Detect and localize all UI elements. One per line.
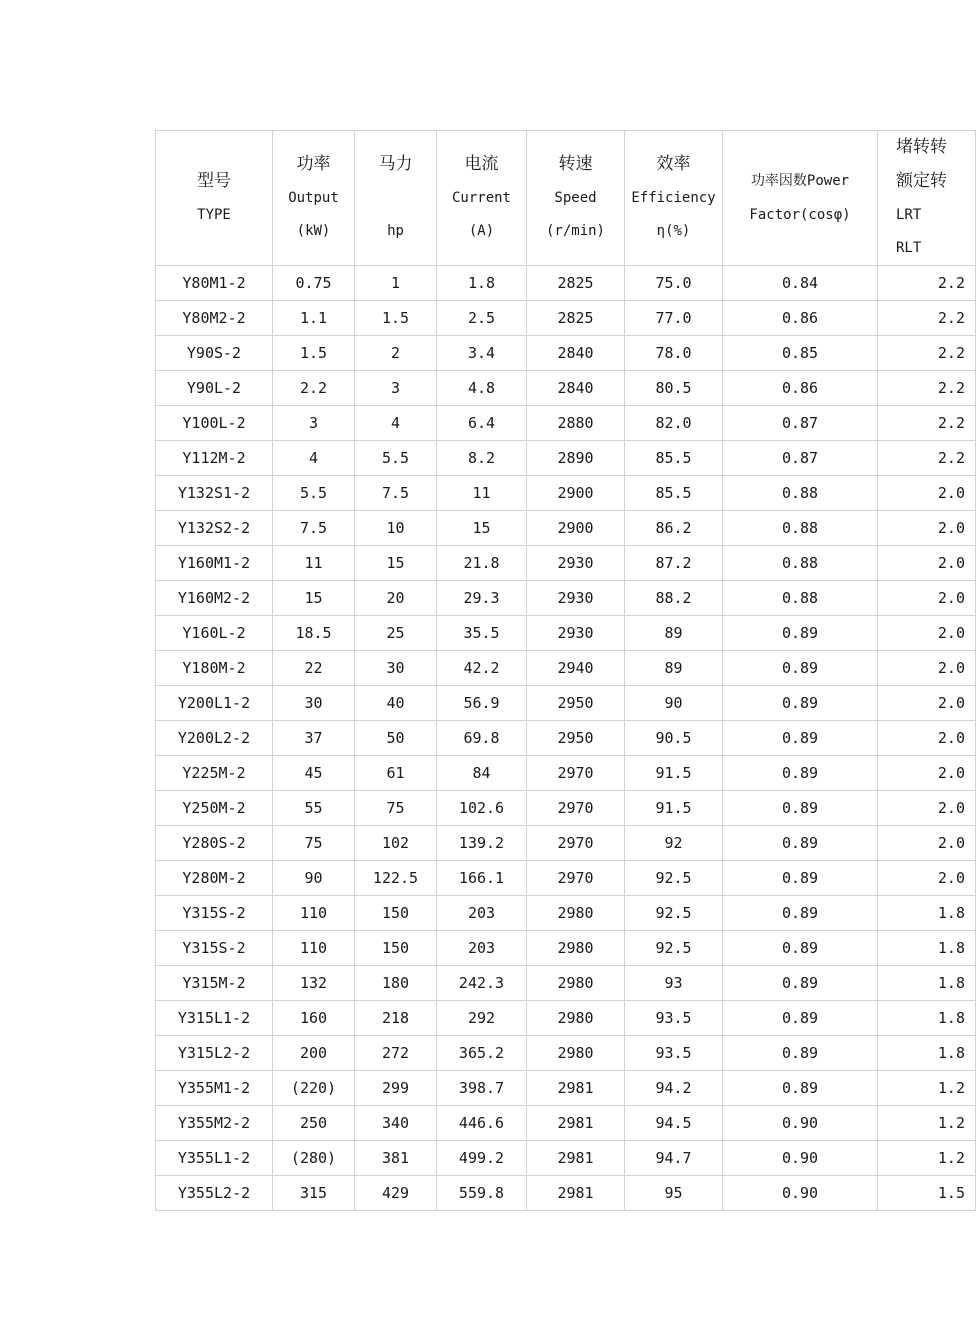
cell-speed: 2970 (527, 861, 625, 896)
header-lrt-line2: 额定转 (896, 171, 947, 191)
cell-lrt-rlt: 2.2 (878, 266, 976, 301)
cell-output: 37 (273, 721, 355, 756)
cell-type: Y225M-2 (156, 756, 273, 791)
table-row (156, 301, 976, 336)
cell-power-factor: 0.88 (723, 476, 878, 511)
cell-current: 499.2 (437, 1141, 527, 1176)
header-current-en: Current (451, 190, 511, 206)
cell-type: Y315S-2 (156, 896, 273, 931)
cell-lrt-rlt: 2.0 (878, 791, 976, 826)
cell-power-factor: 0.89 (723, 826, 878, 861)
cell-speed: 2980 (527, 966, 625, 1001)
cell-output: 3 (273, 406, 355, 441)
cell-lrt-rlt: 1.8 (878, 966, 976, 1001)
cell-output: 75 (273, 826, 355, 861)
cell-hp: 299 (355, 1071, 437, 1106)
cell-power-factor: 0.89 (723, 686, 878, 721)
cell-type: Y80M1-2 (156, 266, 273, 301)
header-row (156, 131, 976, 266)
cell-power-factor: 0.90 (723, 1106, 878, 1141)
cell-efficiency: 93.5 (625, 1001, 723, 1036)
cell-power-factor: 0.88 (723, 581, 878, 616)
cell-hp: 50 (355, 721, 437, 756)
cell-current: 4.8 (437, 371, 527, 406)
cell-type: Y355L1-2 (156, 1141, 273, 1176)
cell-type: Y355L2-2 (156, 1176, 273, 1211)
cell-efficiency: 86.2 (625, 511, 723, 546)
motor-spec-table-container (155, 130, 965, 1211)
table-row (156, 1176, 976, 1211)
cell-type: Y132S2-2 (156, 511, 273, 546)
table-row (156, 931, 976, 966)
header-efficiency-unit: η(%) (656, 223, 691, 239)
cell-hp: 15 (355, 546, 437, 581)
cell-hp: 30 (355, 651, 437, 686)
cell-power-factor: 0.89 (723, 1036, 878, 1071)
cell-speed: 2900 (527, 511, 625, 546)
header-current-zh: 电流 (464, 154, 499, 174)
cell-hp: 25 (355, 616, 437, 651)
cell-output: 30 (273, 686, 355, 721)
table-row (156, 546, 976, 581)
header-type (156, 131, 273, 266)
cell-output: 90 (273, 861, 355, 896)
cell-lrt-rlt: 1.2 (878, 1106, 976, 1141)
cell-output: 200 (273, 1036, 355, 1071)
table-row (156, 756, 976, 791)
cell-current: 446.6 (437, 1106, 527, 1141)
header-power-factor-line1: 功率因数Power (750, 173, 850, 189)
cell-current: 292 (437, 1001, 527, 1036)
header-efficiency-en: Efficiency (631, 190, 716, 206)
table-row (156, 581, 976, 616)
cell-output: 160 (273, 1001, 355, 1036)
cell-efficiency: 88.2 (625, 581, 723, 616)
cell-type: Y250M-2 (156, 791, 273, 826)
cell-output: 1.5 (273, 336, 355, 371)
cell-current: 559.8 (437, 1176, 527, 1211)
header-current-unit: (A) (468, 223, 495, 239)
cell-power-factor: 0.89 (723, 651, 878, 686)
table-body (156, 266, 976, 1211)
table-header (156, 131, 976, 266)
cell-efficiency: 85.5 (625, 476, 723, 511)
cell-efficiency: 92.5 (625, 896, 723, 931)
table-row (156, 1071, 976, 1106)
table-row (156, 686, 976, 721)
cell-hp: 3 (355, 371, 437, 406)
cell-output: 2.2 (273, 371, 355, 406)
cell-current: 84 (437, 756, 527, 791)
cell-current: 35.5 (437, 616, 527, 651)
header-speed-zh: 转速 (558, 154, 593, 174)
table-row (156, 476, 976, 511)
cell-efficiency: 93.5 (625, 1036, 723, 1071)
cell-type: Y280M-2 (156, 861, 273, 896)
cell-efficiency: 95 (625, 1176, 723, 1211)
table-row (156, 336, 976, 371)
cell-power-factor: 0.89 (723, 1071, 878, 1106)
header-type-zh: 型号 (197, 170, 231, 191)
cell-type: Y200L2-2 (156, 721, 273, 756)
cell-current: 15 (437, 511, 527, 546)
cell-speed: 2980 (527, 1001, 625, 1036)
cell-speed: 2825 (527, 266, 625, 301)
cell-power-factor: 0.87 (723, 441, 878, 476)
cell-lrt-rlt: 2.2 (878, 441, 976, 476)
table-row (156, 966, 976, 1001)
table-row (156, 1036, 976, 1071)
cell-efficiency: 94.7 (625, 1141, 723, 1176)
table-row (156, 371, 976, 406)
header-current (437, 131, 527, 266)
cell-hp: 40 (355, 686, 437, 721)
cell-output: 22 (273, 651, 355, 686)
cell-efficiency: 94.2 (625, 1071, 723, 1106)
cell-lrt-rlt: 2.0 (878, 546, 976, 581)
header-speed (527, 131, 625, 266)
cell-type: Y100L-2 (156, 406, 273, 441)
cell-hp: 340 (355, 1106, 437, 1141)
header-lrt-line1: 堵转转 (896, 137, 947, 157)
cell-type: Y160M2-2 (156, 581, 273, 616)
cell-current: 56.9 (437, 686, 527, 721)
cell-efficiency: 90.5 (625, 721, 723, 756)
cell-current: 242.3 (437, 966, 527, 1001)
cell-efficiency: 92.5 (625, 861, 723, 896)
cell-power-factor: 0.89 (723, 896, 878, 931)
cell-speed: 2981 (527, 1176, 625, 1211)
cell-speed: 2970 (527, 826, 625, 861)
cell-power-factor: 0.90 (723, 1141, 878, 1176)
cell-hp: 272 (355, 1036, 437, 1071)
cell-hp: 2 (355, 336, 437, 371)
table-row (156, 1141, 976, 1176)
header-type-en: TYPE (197, 206, 231, 223)
header-output-en: Output (288, 190, 339, 206)
cell-type: Y90S-2 (156, 336, 273, 371)
cell-output: 250 (273, 1106, 355, 1141)
cell-speed: 2900 (527, 476, 625, 511)
cell-type: Y160L-2 (156, 616, 273, 651)
table-row (156, 651, 976, 686)
header-hp (355, 131, 437, 266)
cell-efficiency: 90 (625, 686, 723, 721)
cell-type: Y315M-2 (156, 966, 273, 1001)
header-output-unit: (kW) (296, 223, 331, 239)
cell-power-factor: 0.89 (723, 756, 878, 791)
cell-hp: 122.5 (355, 861, 437, 896)
cell-efficiency: 82.0 (625, 406, 723, 441)
cell-hp: 429 (355, 1176, 437, 1211)
cell-current: 398.7 (437, 1071, 527, 1106)
cell-hp: 7.5 (355, 476, 437, 511)
cell-speed: 2880 (527, 406, 625, 441)
cell-type: Y315L1-2 (156, 1001, 273, 1036)
cell-speed: 2890 (527, 441, 625, 476)
cell-lrt-rlt: 2.0 (878, 651, 976, 686)
cell-type: Y112M-2 (156, 441, 273, 476)
cell-efficiency: 85.5 (625, 441, 723, 476)
table-row (156, 896, 976, 931)
table-row (156, 441, 976, 476)
cell-output: (220) (273, 1071, 355, 1106)
cell-speed: 2950 (527, 721, 625, 756)
table-row (156, 861, 976, 896)
cell-type: Y355M1-2 (156, 1071, 273, 1106)
cell-speed: 2825 (527, 301, 625, 336)
cell-type: Y355M2-2 (156, 1106, 273, 1141)
cell-power-factor: 0.89 (723, 616, 878, 651)
cell-efficiency: 80.5 (625, 371, 723, 406)
cell-type: Y315S-2 (156, 931, 273, 966)
cell-efficiency: 93 (625, 966, 723, 1001)
cell-current: 203 (437, 931, 527, 966)
cell-power-factor: 0.87 (723, 406, 878, 441)
cell-efficiency: 91.5 (625, 791, 723, 826)
cell-lrt-rlt: 2.0 (878, 686, 976, 721)
cell-speed: 2840 (527, 371, 625, 406)
cell-current: 139.2 (437, 826, 527, 861)
motor-spec-table (155, 130, 976, 1211)
cell-hp: 218 (355, 1001, 437, 1036)
cell-output: 45 (273, 756, 355, 791)
cell-type: Y315L2-2 (156, 1036, 273, 1071)
cell-lrt-rlt: 2.2 (878, 301, 976, 336)
cell-power-factor: 0.89 (723, 931, 878, 966)
cell-current: 2.5 (437, 301, 527, 336)
cell-hp: 20 (355, 581, 437, 616)
cell-efficiency: 92.5 (625, 931, 723, 966)
cell-current: 102.6 (437, 791, 527, 826)
cell-lrt-rlt: 2.0 (878, 581, 976, 616)
cell-type: Y132S1-2 (156, 476, 273, 511)
cell-power-factor: 0.89 (723, 791, 878, 826)
cell-speed: 2930 (527, 581, 625, 616)
cell-current: 21.8 (437, 546, 527, 581)
cell-lrt-rlt: 2.0 (878, 476, 976, 511)
cell-current: 29.3 (437, 581, 527, 616)
cell-hp: 102 (355, 826, 437, 861)
cell-speed: 2980 (527, 1036, 625, 1071)
header-hp-en: hp (387, 223, 404, 239)
cell-power-factor: 0.86 (723, 301, 878, 336)
cell-speed: 2930 (527, 546, 625, 581)
cell-current: 3.4 (437, 336, 527, 371)
cell-efficiency: 77.0 (625, 301, 723, 336)
header-speed-unit: (r/min) (545, 223, 605, 239)
cell-power-factor: 0.90 (723, 1176, 878, 1211)
cell-lrt-rlt: 2.0 (878, 721, 976, 756)
cell-speed: 2840 (527, 336, 625, 371)
cell-output: 7.5 (273, 511, 355, 546)
cell-output: 0.75 (273, 266, 355, 301)
table-row (156, 616, 976, 651)
cell-output: 11 (273, 546, 355, 581)
cell-power-factor: 0.88 (723, 546, 878, 581)
header-efficiency-zh: 效率 (656, 154, 691, 174)
cell-power-factor: 0.89 (723, 721, 878, 756)
table-row (156, 266, 976, 301)
cell-lrt-rlt: 2.0 (878, 826, 976, 861)
cell-hp: 75 (355, 791, 437, 826)
cell-power-factor: 0.86 (723, 371, 878, 406)
cell-lrt-rlt: 1.8 (878, 896, 976, 931)
header-power-factor (723, 131, 878, 266)
cell-current: 69.8 (437, 721, 527, 756)
table-row (156, 406, 976, 441)
table-row (156, 721, 976, 756)
header-lrt-rlt (878, 131, 976, 266)
cell-current: 11 (437, 476, 527, 511)
cell-hp: 1.5 (355, 301, 437, 336)
cell-speed: 2980 (527, 931, 625, 966)
cell-type: Y280S-2 (156, 826, 273, 861)
cell-speed: 2981 (527, 1106, 625, 1141)
cell-lrt-rlt: 2.0 (878, 616, 976, 651)
header-lrt-line4: RLT (896, 240, 922, 256)
cell-speed: 2930 (527, 616, 625, 651)
cell-lrt-rlt: 1.2 (878, 1071, 976, 1106)
cell-efficiency: 91.5 (625, 756, 723, 791)
cell-lrt-rlt: 2.0 (878, 511, 976, 546)
cell-hp: 180 (355, 966, 437, 1001)
header-lrt-line3: LRT (896, 207, 922, 223)
cell-lrt-rlt: 2.2 (878, 371, 976, 406)
cell-power-factor: 0.89 (723, 966, 878, 1001)
header-power-factor-line2: Factor(cosφ) (749, 207, 851, 223)
cell-hp: 61 (355, 756, 437, 791)
cell-current: 8.2 (437, 441, 527, 476)
cell-type: Y200L1-2 (156, 686, 273, 721)
cell-current: 1.8 (437, 266, 527, 301)
cell-output: 315 (273, 1176, 355, 1211)
cell-hp: 381 (355, 1141, 437, 1176)
cell-hp: 1 (355, 266, 437, 301)
cell-lrt-rlt: 1.2 (878, 1141, 976, 1176)
cell-lrt-rlt: 1.8 (878, 931, 976, 966)
cell-speed: 2950 (527, 686, 625, 721)
cell-current: 42.2 (437, 651, 527, 686)
cell-current: 365.2 (437, 1036, 527, 1071)
cell-speed: 2940 (527, 651, 625, 686)
cell-current: 203 (437, 896, 527, 931)
cell-speed: 2981 (527, 1071, 625, 1106)
cell-output: (280) (273, 1141, 355, 1176)
cell-power-factor: 0.88 (723, 511, 878, 546)
cell-speed: 2970 (527, 791, 625, 826)
cell-lrt-rlt: 2.0 (878, 861, 976, 896)
cell-output: 55 (273, 791, 355, 826)
cell-power-factor: 0.89 (723, 1001, 878, 1036)
cell-output: 18.5 (273, 616, 355, 651)
cell-efficiency: 89 (625, 616, 723, 651)
cell-hp: 4 (355, 406, 437, 441)
table-row (156, 791, 976, 826)
cell-type: Y180M-2 (156, 651, 273, 686)
cell-efficiency: 87.2 (625, 546, 723, 581)
header-efficiency (625, 131, 723, 266)
cell-output: 110 (273, 931, 355, 966)
header-speed-en: Speed (554, 190, 597, 206)
cell-lrt-rlt: 2.0 (878, 756, 976, 791)
cell-speed: 2980 (527, 896, 625, 931)
table-row (156, 826, 976, 861)
cell-speed: 2981 (527, 1141, 625, 1176)
cell-efficiency: 92 (625, 826, 723, 861)
cell-output: 5.5 (273, 476, 355, 511)
cell-speed: 2970 (527, 756, 625, 791)
cell-type: Y160M1-2 (156, 546, 273, 581)
table-row (156, 511, 976, 546)
header-output (273, 131, 355, 266)
header-hp-zh: 马力 (378, 154, 413, 174)
cell-current: 6.4 (437, 406, 527, 441)
table-row (156, 1106, 976, 1141)
cell-output: 4 (273, 441, 355, 476)
cell-lrt-rlt: 1.8 (878, 1001, 976, 1036)
cell-efficiency: 75.0 (625, 266, 723, 301)
cell-power-factor: 0.84 (723, 266, 878, 301)
cell-hp: 150 (355, 896, 437, 931)
cell-power-factor: 0.85 (723, 336, 878, 371)
cell-output: 132 (273, 966, 355, 1001)
cell-lrt-rlt: 1.5 (878, 1176, 976, 1211)
cell-hp: 150 (355, 931, 437, 966)
cell-lrt-rlt: 1.8 (878, 1036, 976, 1071)
cell-efficiency: 78.0 (625, 336, 723, 371)
cell-output: 15 (273, 581, 355, 616)
cell-hp: 10 (355, 511, 437, 546)
cell-power-factor: 0.89 (723, 861, 878, 896)
cell-lrt-rlt: 2.2 (878, 406, 976, 441)
cell-output: 1.1 (273, 301, 355, 336)
header-output-zh: 功率 (296, 154, 331, 174)
cell-efficiency: 89 (625, 651, 723, 686)
cell-output: 110 (273, 896, 355, 931)
cell-type: Y80M2-2 (156, 301, 273, 336)
cell-type: Y90L-2 (156, 371, 273, 406)
cell-lrt-rlt: 2.2 (878, 336, 976, 371)
table-row (156, 1001, 976, 1036)
cell-current: 166.1 (437, 861, 527, 896)
cell-efficiency: 94.5 (625, 1106, 723, 1141)
cell-hp: 5.5 (355, 441, 437, 476)
